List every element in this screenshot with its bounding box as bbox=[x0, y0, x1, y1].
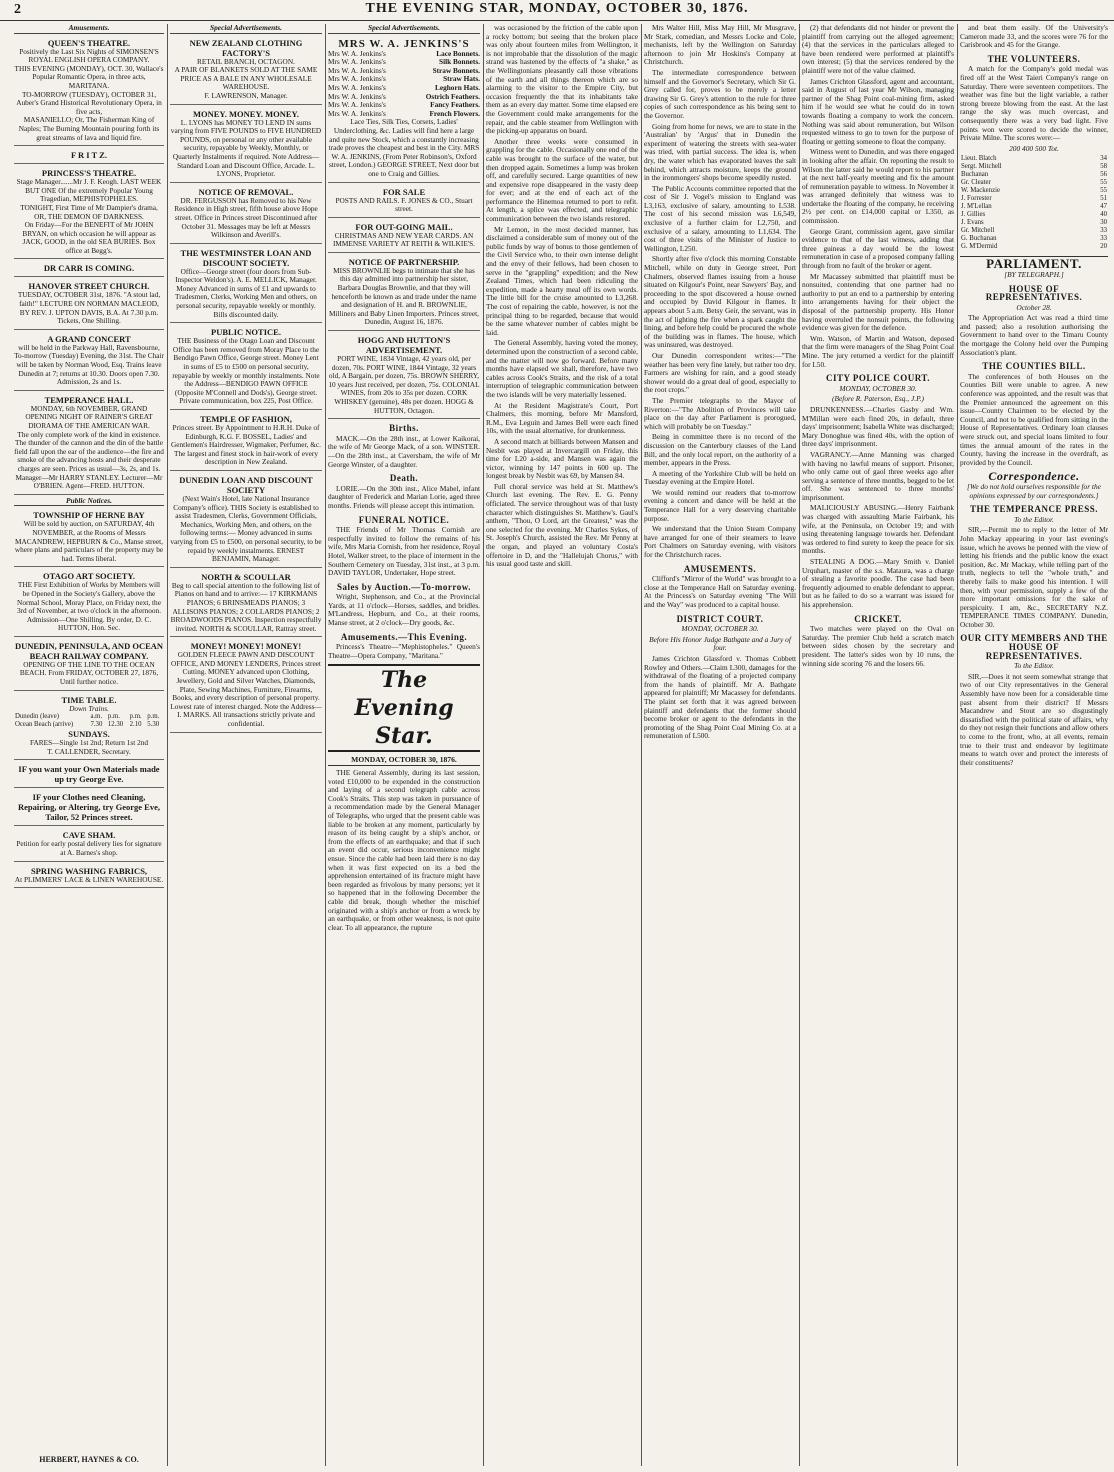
amusement-ad bbox=[14, 332, 164, 391]
special-ad bbox=[170, 36, 322, 105]
timetable-cell: p.m. bbox=[147, 713, 160, 721]
special-ad-title: NOTICE OF PARTNERSHIP. bbox=[348, 256, 460, 267]
cricket-text: Two matches were played on the Oval on Saturday. The premier Club held a scratch match between sides chosen by the secretary and president. The latter's sides won by 10 runs, the winning side scoring 76 and the losers 66. bbox=[802, 624, 954, 668]
district-court-heading: DISTRICT COURT. bbox=[676, 613, 764, 624]
jenkins-title: MRS W. A. JENKINS'S bbox=[338, 37, 470, 50]
column-rule bbox=[799, 24, 800, 1466]
score-row bbox=[960, 203, 1108, 211]
news-paragraph: The Premier telegraphs to the Mayor of Riverton:—"The Abolition of Provinces will take place on the day after Parliament is prorogued, which will probably be on Tuesday." bbox=[644, 395, 796, 431]
police-court-sub: (Before R. Paterson, Esq., J.P.) bbox=[832, 394, 924, 404]
jenkins-items bbox=[328, 50, 480, 119]
score-total: 56 bbox=[1100, 171, 1107, 179]
special-ad bbox=[170, 570, 322, 638]
public-notice-text: THE First Exhibition of Works by Members will be Opened in the Society's Gallery, above the Normal School, Moray Place, on Friday next, the 3rd of November, at two o'clock in the afternoon. Admission—One Shilling. By order, D. C. HUTTON, Hon. Sec. bbox=[16, 580, 162, 633]
special-ad-text: Beg to call special attention to the following list of Pianos on hand and to arrive:— 17 KIRKMANS PIANOS; 6 BRINSMEADS PIANOS; 3 ALLISONS PIANOS; 2 COLLARDS PIANOS; 2 BROADWOODS PIANOS. Inspection respectfully invited. NORTH & SCOULLAR, Rattray street. bbox=[170, 580, 322, 633]
news-paragraph: The General Assembly, having voted the money, determined upon the construction of a second cable, and the matter will now go forward. Before many months have elapsed we shall, therefore, have two cables across Cook's Straits, and the risk of a total interruption of telegraphic communication between the two islands will be very materially lessened. bbox=[486, 338, 638, 399]
score-name: W. Mackenzie bbox=[961, 187, 1001, 195]
amusements-text: Clifford's "Mirror of the World" was brought to a close at the Temperance Hall on Saturday evening. At the Princess's on Saturday evening "The Will and the Way" was produced to a capital house. bbox=[644, 574, 796, 609]
jenkins-item-product: Fancy Feathers. bbox=[430, 100, 480, 110]
temperance-to: To the Editor. bbox=[1014, 514, 1054, 524]
score-row bbox=[960, 179, 1108, 187]
jenkins-item-name: Mrs W. A. Jenkins's bbox=[328, 65, 386, 75]
city-members-to: To the Editor. bbox=[1014, 661, 1054, 671]
special-ad bbox=[328, 333, 480, 419]
column-1 bbox=[14, 24, 164, 1466]
special-ad-text: DR. FERGUSSON has Removed to his New Residence in High street, fifth house above Hope street. Office in Princes street Discontinued after October 31. Messages may be left at Messrs Wilkinson and Averill's. bbox=[174, 195, 318, 240]
special-ad bbox=[170, 246, 322, 324]
score-total: 55 bbox=[1100, 179, 1107, 187]
district-court-text: James Crichton Glassford v. Thomas Cobbett Rowley and Others.—Claim L300, damages for the withdrawal of the floating of a projected company from the hands of plaintiff. Mr A. Bathgate appeared for plaintiff; Mr Macassey for defendants. The plaint set forth that it was agreed between plaintiff and defendants that the former should become broker or agent to the defendants in the promoting of the Shag Point Coal Mining Co. at a remuneration of L500. bbox=[644, 653, 796, 741]
amusement-ad-text: TONIGHT, First Time of Mr Dampier's drama, OR, THE DEMON OF DARKNESS. bbox=[20, 202, 158, 221]
funeral-heading: FUNERAL NOTICE. bbox=[358, 514, 450, 525]
public-notice bbox=[14, 569, 164, 637]
column-4 bbox=[486, 24, 638, 1466]
news-paragraph: Being in committee there is no record of the discussion on the Canterbury clauses of the Land Bill, and the only local report, on the authority of a member, appears in the Press. bbox=[644, 432, 796, 468]
jenkins-item-name: Mrs W. A. Jenkins's bbox=[328, 74, 386, 84]
timetable-cell: 12.30 bbox=[107, 721, 124, 729]
dateline: MONDAY, OCTOBER 30, 1876. bbox=[328, 756, 480, 766]
sales-heading: Sales by Auction.—To-morrow. bbox=[336, 581, 471, 592]
news-paragraph: At the Resident Magistrate's Court, Port Chalmers, this morning, before Mr Mansford, R.M., Eva Leguin and James Bell were each fined 10s, with the usual alternative, for drunkenness. bbox=[486, 400, 638, 436]
special-ad-title: PUBLIC NOTICE. bbox=[211, 327, 281, 338]
amusement-ad-title: DR CARR IS COMING. bbox=[43, 263, 135, 274]
counties-heading: THE COUNTIES BILL. bbox=[982, 361, 1086, 372]
court-paragraph: James Crichton Glassford, agent and accountant, said in August of last year Mr Wilson, managing partner of the Shag Point coal-mining firm, asked him if he would see what he could do in town towards floating a company to work the concern. Nothing was said about remuneration, but Wilson requested witness to go to town for the purpose of floating or getting someone to float the company. bbox=[802, 76, 954, 146]
house-date: October 28. bbox=[1016, 302, 1052, 312]
jenkins-item-name: Mrs W. A. Jenkins's bbox=[328, 91, 386, 101]
score-name: Gr. Mitchell bbox=[961, 227, 995, 235]
evening-star-flag: The Evening Star. bbox=[328, 664, 480, 752]
news-paragraph: Shortly after five o'clock this morning Constable Mitchell, while on duty in George street, Port Chalmers, observed flames issuing from a house situated on Kilgour's Point, near Sawyers' Bay, and proceeding to the spot discovered a house owned and occupied by David Kilgour in flames. It appears about 5 a.m. Betsy Geir, the servant, was in the act of lighting the fire when a spark caught the lining, and before help could be procured the whole of the building was in flames. The house, which was uninsured, was destroyed. bbox=[644, 254, 796, 350]
jenkins-item-product: Leghorn Hats. bbox=[435, 82, 480, 92]
small-ad-text: At PLIMMERS' LACE & LINEN WAREHOUSE. bbox=[14, 874, 164, 884]
score-row bbox=[960, 211, 1108, 219]
small-ad-title: IF you want your Own Materials made up try George Eve. bbox=[18, 764, 160, 785]
public-notice-title: DUNEDIN, PENINSULA, AND OCEAN BEACH RAILWAY COMPANY. bbox=[14, 640, 164, 661]
public-notice-title: TOWNSHIP OF HERNE BAY bbox=[33, 510, 145, 521]
jenkins-item-product: Ostrich Feathers. bbox=[425, 91, 480, 101]
district-court-sub: Before His Honor Judge Bathgate and a Jury of four. bbox=[649, 634, 791, 653]
jenkins-tail: Lace Ties, Silk Ties, Corsets, Ladies' Underclothing, &c. Ladies will find here a large and quite new Stock, which a constantly increasing trade proves the cheapest and best in the City. MRS W. A. JENKINS, (From Peter Robinson's, Oxford street, London.) GEORGE STREET, Next door but one to Craig and Gillies. bbox=[328, 117, 480, 178]
death-heading: Death. bbox=[389, 473, 419, 484]
amusement-ad-text: MONDAY, 6th NOVEMBER, GRAND OPENING NIGHT OF RAINER'S GREAT DIORAMA OF THE AMERICAN WAR. bbox=[25, 403, 153, 430]
column-3 bbox=[328, 24, 480, 1466]
column-rule bbox=[167, 24, 168, 1466]
score-row bbox=[960, 171, 1108, 179]
misc-ads bbox=[14, 762, 164, 888]
news-paragraph: Mrs Walter Hill, Miss May Hill, Mr Musgrave, Mr Stark, comedian, and Messrs Locke and Cole, mechanists, left by the Wellington on Saturday afternoon to join Mr Hoskins's Company at Christchurch. bbox=[644, 24, 796, 67]
timetable-secretary: T. CALLENDER, Secretary. bbox=[47, 746, 131, 756]
births-heading: Births. bbox=[389, 423, 419, 434]
news-paragraph: The Public Accounts committee reported that the cost of Sir J. Vogel's mission to England was L3,163, exclusive of salary, amounting to L538. The cost of his second mission was L6,549, exclusive of a further claim for L2,750, and exclusive of a salary, amounting to L1,634. The cost of three visits of the Minister of Justice to Wellington, L250. bbox=[644, 183, 796, 253]
court-paragraph: Witness went to Dunedin, and was there engaged in looking after the affair. On reporting the result to Wilson the latter said he would report to his partner at the next half-yearly meeting and fix the amount of remuneration payable to witness. In November it was arranged definitely that witness was to undertake the floating of the company, he receiving 2½ per cent. on £14,000 capital or L350, as commission. bbox=[802, 147, 954, 226]
timetable-row bbox=[14, 713, 164, 721]
score-name: J. Forrester bbox=[961, 195, 992, 203]
column-rule bbox=[641, 24, 642, 1466]
page-number: 2 bbox=[14, 2, 22, 17]
public-notices bbox=[14, 508, 164, 690]
house-text: The Appropriation Act was read a third time and passed; also a resolution authorising the Government to hand over to the Timaru County the mortgage the Colony held over the Pumping Association's plant. bbox=[960, 313, 1108, 357]
sales-text: Wright, Stephenson, and Co., at the Provincial Yards, at 11 o'clock—Horses, saddles, and bridles. M'Landress, Hepburn, and Co., at their rooms, Manse street, at 2 o'clock—Dry goods, &c. bbox=[328, 592, 480, 628]
timetable-sundays: SUNDAYS. bbox=[68, 729, 110, 740]
timetable-cell: 5.30 bbox=[147, 721, 160, 729]
special-ad-title: MONEY! MONEY! MONEY! bbox=[190, 641, 302, 652]
police-case: MALICIOUSLY ABUSING.—Henry Fairbank was charged with assaulting Marie Fairbank, his wife, at the Peninsula, on October 19; and with using threatening language towards her. Defendant was ordered to find surety to keep the peace for six months. bbox=[802, 503, 954, 556]
news-paragraph: The intermediate correspondence between himself and the Governor's Secretary, which Sir G. Grey called for, proves to be merely a letter drawing Sir G. Grey's attention to the rule for three copies of such correspondence as his being sent to the Governor. bbox=[644, 67, 796, 120]
score-total: 20 bbox=[1100, 243, 1107, 251]
amusement-ad-title: PRINCESS'S THEATRE. bbox=[41, 168, 137, 179]
timetable-cell: Dunedin (leave) bbox=[15, 713, 59, 721]
special-ad-title: FOR OUT-GOING MAIL. bbox=[355, 221, 453, 232]
news-paragraph: Mr Lemon, in the most decided manner, has disclaimed a considerable sum of money out of the public funds by way of bonus to those gentlemen of the Civil Service who, to their own intense delight and the envy of their fellows, had been chosen to serve in the "grappling" expedition; and the New Zealand Times, which had been ridiculing the expedition, made a hearty meal off its own words. The little bill for the cruise amounted to L3,268. The cost of repairing the cable, however, is not the principal thing to be regarded, because that would be the same whatever number of cables might be laid. bbox=[486, 224, 638, 337]
column-2 bbox=[170, 24, 322, 1466]
public-notice-text: OPENING OF THE LINE TO THE OCEAN BEACH. From FRIDAY, OCTOBER 27, 1876, Until further notice. bbox=[19, 659, 159, 687]
news-paragraph: Full choral service was held at St. Matthew's Church last evening. The Rev. E. G. Penny officiated. The service throughout was of that lusty character which distinguishes St. Matthew's. Gaul's anthem, "Thou, O Lord, art the Greatest," was the one selected for the evening. Mr Charles Sykes, of St. Joseph's Church, assisted the Rev. Mr Penny at the organ, and played an voluntary Costa's offertoire in D, and the "Hallelujah Chorus," with his usual good taste and skill. bbox=[486, 481, 638, 569]
amusement-ad-text: TO-MORROW (TUESDAY), OCTOBER 31, Auber's Grand Historical Revolutionary Opera, in five acts, bbox=[16, 89, 162, 116]
volunteers-text: A match for the Company's gold medal was fired off at the West Taieri Company's range on Saturday. There were seventeen competitors. The weather was fine but the light variable, a rather strong breeze blowing from the east. At the last range the sky was much overcast, and consequently there was a very bad light. Five points won were scored to decide the winner, Private Milne. The scores were:— bbox=[960, 64, 1108, 143]
special-ad-text: A PAIR OF BLANKETS SOLD AT THE SAME PRICE AS A BALE IN ANY WHOLESALE WAREHOUSE. bbox=[174, 65, 318, 92]
special-ad-title: NOTICE OF REMOVAL. bbox=[198, 186, 294, 197]
score-name: J. Gillies bbox=[961, 211, 986, 219]
parliament-heading: PARLIAMENT. bbox=[960, 256, 1108, 269]
timetable-cell: p.m. bbox=[129, 713, 142, 721]
column-6 bbox=[802, 24, 954, 1466]
police-case: STEALING A DOG.—Mary Smith v. Daniel Urquhart, master of the s.s. Mataura, was a charge of stealing a favorite poodle. The case had been frequently adjourned to enable defendant to appear, but as he failed to do so a warrant was issued for his apprehension. bbox=[802, 557, 954, 609]
city-members-heading: OUR CITY MEMBERS AND THE HOUSE OF REPRESENTATIVES. bbox=[960, 633, 1108, 661]
amusement-ad-title: HANOVER STREET CHURCH. bbox=[28, 281, 150, 292]
small-ad-title: CAVE SHAM. bbox=[62, 830, 116, 841]
score-total: 58 bbox=[1100, 163, 1107, 171]
special-ad-title: NEW ZEALAND CLOTHING FACTORY'S bbox=[189, 37, 303, 58]
score-total: 33 bbox=[1100, 235, 1107, 243]
correspondence-heading: Correspondence. bbox=[988, 469, 1080, 484]
temperance-letter: SIR,—Permit me to reply to the letter of Mr John Mackay appearing in your last evening's issue, which he avows he penned with the view of letting his friends and the public know the exact position, &c. Mr Mackay, while telling part of the truth, neglects to tell the "whole truth," and thereby fails to make good his intention. I will then, with your permission, supply a few of the more important omissions for the sake of perspicuity. I am, &c., SECRETARY N.Z. TEMPERANCE TIMES COMPANY. Dunedin, October 30. bbox=[960, 525, 1108, 629]
public-notice-text: Will be sold by auction, on SATURDAY, 4th NOVEMBER, at the Rooms of Messrs MACANDREW, HEPBURN & Co., Manse street, where plans and particulars of the property may be had. Terms liberal. bbox=[14, 519, 164, 563]
amusements-tonight-text: Princess's Theatre—"Mephistopheles." Queen's Theatre—Opera Company, "Maritana." bbox=[328, 642, 480, 660]
small-ad-text: Petition for early postal delivery lies for signature at A. Barnes's shop. bbox=[16, 839, 162, 858]
score-row bbox=[960, 163, 1108, 171]
special-ad bbox=[328, 255, 480, 331]
score-name: G. Buchanan bbox=[961, 235, 997, 243]
score-total: 30 bbox=[1100, 219, 1107, 227]
news-paragraph: Our Dunedin correspondent writes:—"The weather has been very fine lately, but rather too dry. Farmers are wishing for rain, and a good steady shower would do a great deal of good, especially to the root crops." bbox=[644, 350, 796, 395]
score-row bbox=[960, 227, 1108, 235]
jenkins-item-name: Mrs W. A. Jenkins's bbox=[328, 100, 386, 110]
jenkins-item-product: French Flowers. bbox=[429, 108, 480, 118]
public-notice bbox=[14, 639, 164, 691]
amusement-ad bbox=[14, 279, 164, 329]
printer-imprint: HERBERT, HAYNES & CO. bbox=[39, 1455, 139, 1464]
special-ad-title: FOR SALE bbox=[382, 186, 426, 197]
special-ad bbox=[170, 185, 322, 244]
amusement-ad-text: Stage Manager.......Mr J. F. Keogh. LAST WEEK BUT ONE Of the extremely Popular Young Tragedian, MEPHISTOPHELES. bbox=[16, 177, 162, 204]
timetable-title: TIME TABLE. bbox=[61, 694, 117, 705]
public-notices-header: Public Notices. bbox=[14, 497, 164, 507]
special-ad-text: L. LYONS has MONEY TO LEND IN sums varying from FIVE POUNDS to FIVE HUNDRED POUNDS, on personal or any other available security, repayable by Weekly, Monthly, or Quarterly Instalments if required. Note Address—Standard Loan and Discount Office, Arcade. L. LYONS, Proprietor. bbox=[170, 117, 322, 179]
special-ad-text: F. LAWRENSON, Manager. bbox=[204, 90, 288, 100]
special-ads-header: Special Advertisements. bbox=[328, 24, 480, 34]
small-ad bbox=[14, 828, 164, 861]
special-ad-text: PORT WINE, 1834 Vintage, 42 years old, per dozen, 70s. PORT WINE, 1844 Vintage, 32 years old, A Bargain, per dozen, 75s. BROWN SHERRY, 10 years Just received, per dozen, 75s. COLONIAL WINES, from 20s to 35s per dozen. CORK WHISKEY (genuine), 48s per dozen. HOGG & HUTTON, Octagon. bbox=[328, 354, 480, 415]
column-rule bbox=[483, 24, 484, 1466]
amusement-ad-title: QUEEN'S THEATRE. bbox=[47, 37, 131, 48]
score-row bbox=[960, 187, 1108, 195]
column-rule bbox=[325, 24, 326, 1466]
amusements-heading: AMUSEMENTS. bbox=[683, 563, 757, 574]
jenkins-item-name: Mrs W. A. Jenkins's bbox=[328, 57, 386, 67]
amusement-ad-text: The only complete work of the kind in existence. The thunder of the cannon and the din of the battle field fall upon the ear of the audience—the fire and smoke of the advancing hosts and their desperate charges are seen. Prices as usual—3s, 2s, and 1s. Manager—Mr HARRY STANLEY. Lecturer—Mr O'BRIEN. Agent—FRED. HUTTON. bbox=[14, 429, 164, 491]
special-ad bbox=[170, 107, 322, 183]
special-ad-title: NORTH & SCOULLAR bbox=[201, 571, 291, 582]
special-ad-title: TEMPLE OF FASHION, bbox=[200, 414, 292, 424]
police-case: VAGRANCY.—Anne Manning was charged with having no lawful means of support. Prisoner, who only came out of gaol three weeks ago after serving a sentence of three months, begged to be let off. She was sentenced to three months' imprisonment. bbox=[802, 449, 954, 502]
score-total: 47 bbox=[1100, 203, 1107, 211]
jenkins-ad bbox=[328, 36, 480, 183]
score-total: 40 bbox=[1100, 211, 1107, 219]
small-ad bbox=[14, 864, 164, 889]
timetable-row bbox=[14, 721, 164, 729]
score-row bbox=[960, 219, 1108, 227]
parliament-sub: [BY TELEGRAPH.] bbox=[1004, 269, 1064, 279]
cricket-heading: CRICKET. bbox=[854, 613, 902, 624]
special-ad bbox=[170, 473, 322, 568]
score-total: 34 bbox=[1100, 155, 1107, 163]
special-ad-title: THE WESTMINSTER LOAN AND DISCOUNT SOCIETY. bbox=[180, 247, 312, 268]
amusement-ad-text: MASANIELLO; Or, The Fisherman King of Naples; The Burning Mountain pouring forth its great streams of lava and liquid fire. bbox=[18, 115, 160, 142]
timetable-cell: p.m. bbox=[107, 713, 120, 721]
amusement-ad-title: TEMPERANCE HALL. bbox=[44, 394, 134, 405]
police-case: DRUNKENNESS.—Charles Gasby and Wm. M'Millan were each fined 20s, in default, three days' imprisonment; Isabella White was discharged; Mary Donoghue was fined 40s, with the option of three days' imprisonment. bbox=[802, 404, 954, 449]
cricket-continued: and beat them easily. Of the University's Cameron made 33, and the scores were 76 for the Carisbrook and 45 for the Grange. bbox=[960, 24, 1108, 50]
news-paragraph: A meeting of the Yorkshire Club will be held on Tuesday evening at the Empire Hotel. bbox=[644, 468, 796, 487]
timetable-table bbox=[14, 713, 164, 729]
amusement-ad-text: will be held in the Parkway Hall, Ravensbourne, To-morrow (Tuesday) Evening, the 31st. The Chair will be taken by Norman Wood, Esq. Trains leave Dunedin at 7; returns at 10.30. Doors open 7.30. Admission, 2s and 1s. bbox=[14, 342, 164, 387]
amusement-ad bbox=[14, 166, 164, 259]
police-cases bbox=[802, 406, 954, 610]
public-notice bbox=[14, 508, 164, 567]
score-name: J. Evans bbox=[961, 219, 984, 227]
jenkins-item-product: Straw Bonnets. bbox=[432, 65, 480, 75]
amusement-ad-text: Positively the Last Six Nights of SIMONSEN'S ROYAL ENGLISH OPERA COMPANY. bbox=[19, 46, 159, 65]
score-name: Sergt. Mitchell bbox=[961, 163, 1002, 171]
public-notice-title: OTAGO ART SOCIETY. bbox=[43, 571, 135, 582]
timetable-cell: a.m. bbox=[90, 713, 103, 721]
amusement-ad bbox=[14, 36, 164, 147]
special-ad-text: MISS BROWNLIE begs to intimate that she has this day admitted into partnership her sister, Barbara Douglas Brownlie, and that they will henceforth be known as and trade under the name and designation of H. and R. BROWNLIE, Milliners and Baby Linen Importers. Princes street, Dunedin, August 16, 1876. bbox=[329, 265, 479, 327]
special-ad bbox=[170, 412, 322, 471]
police-court-heading: CITY POLICE COURT. bbox=[826, 373, 930, 384]
counties-text: The conferences of both Houses on the Counties Bill were unable to agree. A new conference was appointed, and the result was that the Premier announced the agreement on this issue—County Chairmen to be elected by the Council, and not to be qualified from sitting in the House of Representatives. Ordinary loan clauses were struck out, and special loans limited to four times the annual amount of the rates in the County, having the increase in the overdraft, as provided by the Council. bbox=[960, 371, 1108, 467]
score-total: 33 bbox=[1100, 227, 1107, 235]
special-ad bbox=[170, 639, 322, 732]
temperance-heading: THE TEMPERANCE PRESS. bbox=[969, 504, 1099, 515]
news-paragraphs bbox=[486, 24, 638, 569]
score-row bbox=[960, 243, 1108, 251]
special-ad-text: THE Business of the Otago Loan and Discount Office has been removed from Moray Place to the Bendigo Pawn Office, George street. Money Lent in sums of £5 to £500 on personal security, repayable by weekly or monthly instalments. Note the Address—BENDIGO PAWN OFFICE (Opposite M'Connell and Dods's), George street. Private communication, box 225, Post Office. bbox=[172, 336, 320, 406]
jenkins-item-name: Mrs W. A. Jenkins's bbox=[328, 82, 386, 92]
city-members-letter: SIR,—Does it not seem somewhat strange that two of our City representatives in the General Assembly have now been for a considerable time past absent from their district? If Messrs Macandrew and Stout are so disgustingly dissatisfied with the political state of affairs, why do they not resign their functions and allow others to come to the front, who, at all events, remain true to their trust and endeavor by legitimate means to watch over and protect the interests of their constituents? bbox=[960, 671, 1108, 767]
small-ad-title: IF your Clothes need Cleaning, Repairing, or Altering, try George Eve, Tailor, 52 Princes street. bbox=[18, 792, 160, 823]
score-name: Lieut. Blatch bbox=[961, 155, 997, 163]
court-paragraph: Wm. Watson, of Martin and Watson, deposed that the firm were managers of the Shag Point Coal Mine. The jury returned a verdict for the plaintiff for L50. bbox=[802, 333, 954, 369]
amusement-ads bbox=[14, 36, 164, 495]
score-name: Buchanan bbox=[961, 171, 989, 179]
district-court-date: MONDAY, OCTOBER 30. bbox=[681, 624, 759, 634]
small-ad-title: SPRING WASHING FABRICS, bbox=[30, 865, 148, 876]
timetable-cell: 7.30 bbox=[90, 721, 103, 729]
police-court-date: MONDAY, OCTOBER 30. bbox=[839, 383, 917, 393]
funeral-text: THE Friends of Mr Thomas Cornish are respectfully invited to follow the remains of his wife, Mrs Maria Cornish, from her residence, Royal Hotel, Walker street, to the place of interment in the Southern Cemetery on Tuesday, 31st inst., at 3 p.m. DAVID TAYLOR, Undertaker, Hope street. bbox=[328, 525, 480, 578]
score-row bbox=[960, 235, 1108, 243]
timetable-sub: Down Trains. bbox=[69, 703, 109, 713]
score-name: Gr. Cleater bbox=[961, 179, 991, 187]
correspondence-note: [We do not hold ourselves responsible for the opinions expressed by our correspondents.] bbox=[967, 481, 1101, 500]
special-ad-text: (Next Wain's Hotel, late National Insurance Company's office). THIS Society is established to assist Tradesmen, Clerks, Government Officials, Mechanics, Working Men, and others, on the following terms:— Money advanced in sums varying from £5 to £500, on personal security, to be repaid by weekly instalments. ERNEST BENJAMIN, Manager. bbox=[170, 493, 322, 564]
amusement-ad-text: THIS EVENING (MONDAY), OCT. 30, Wallace's Popular Romantic Opera, in three acts, bbox=[14, 63, 164, 82]
amusement-ad-title: A GRAND CONCERT bbox=[47, 333, 131, 344]
special-ad bbox=[328, 185, 480, 218]
jenkins-item-product: Straw Hats. bbox=[443, 74, 480, 84]
court-continued bbox=[802, 24, 954, 369]
jenkins-item-product: Silk Bonnets. bbox=[439, 57, 480, 67]
timetable-fares: FARES—Single 1st 2nd; Return 1st 2nd bbox=[29, 738, 149, 748]
special-ad-text: POSTS AND RAILS. F. JONES & CO., Stuart street. bbox=[335, 195, 473, 214]
amusement-ad-text: MARITANA. bbox=[68, 80, 110, 90]
volunteers-heading: THE VOLUNTEERS. bbox=[987, 53, 1081, 64]
special-ad-text: Office—George street (four doors from Sub-Inspector Weldon's). A. E. MELLICK, Manager. Money Advanced in sums of £1 and upwards to Tradesmen, Clerks, Working Men and others, on personal security, repayable weekly or monthly. Bills discounted daily. bbox=[175, 266, 317, 319]
jenkins-item-name: Mrs W. A. Jenkins's bbox=[328, 108, 386, 118]
news-paragraph: We understand that the Union Steam Company have arranged for one of their steamers to leave Port Chalmers on Saturday evening, with visitors for the Christchurch races. bbox=[644, 524, 796, 560]
amusement-ad-text: On Friday—For the BENEFIT of Mr JOHN BRYAN, on which occasion he will appear as JACK, GOOD, in the old SEA BURIES. Box office at Begg's. bbox=[22, 220, 156, 255]
court-paragraph: Mr Macassey submitted that plaintiff must be nonsuited, contending that one partner had no authority to put an end to a partnership by entering into arrangements having for their object the disposal of the partnership property. His Honor having overruled the nonsuit points, the following evidence was given for the defence. bbox=[802, 271, 954, 333]
news-paragraph: Going from home for news, we are to state in the 'Australian' by 'Argus' that in Dunedin the experiment of watering the streets with sea-water was tried, with partial success. The idea is, when dry, the water which has evaporated leaves the salt behind, which attracts moisture, keeps the ground in the ironmongers' shops become speedily rusted. bbox=[644, 121, 796, 183]
masthead bbox=[0, 0, 1114, 21]
timetable-cell: Ocean Beach (arrive) bbox=[15, 721, 74, 729]
special-ad bbox=[328, 220, 480, 253]
special-ads bbox=[170, 36, 322, 733]
special-ads-header: Special Advertisements. bbox=[170, 24, 322, 34]
newspaper-title: THE EVENING STAR, MONDAY, OCTOBER 30, 1876. bbox=[365, 1, 749, 16]
amusement-ad bbox=[14, 393, 164, 495]
scores-header: 200 400 500 Tot. bbox=[1009, 143, 1059, 153]
column-5 bbox=[644, 24, 796, 1466]
railway-timetable bbox=[14, 693, 164, 761]
news-paragraph: was occasioned by the friction of the cable upon a rocky bottom; but seeing that the broken place was only about fourteen miles from Wellington, it is not improbable that the dissolution of the magic strand was hastened by the effects of "a shake," as the Wellingtonians pleasantly call those vibrations of the earth and all things thereon which are so alarming to the visitor to the Empire City, but occasion frequently the that its inhabitants take them as an every day matter. Some time elapsed ere the Government could make arrangements for the repair, and the cable steamer from Wellington with the picking-up apparatus on board. bbox=[486, 24, 638, 136]
jenkins-item-name: Mrs W. A. Jenkins's bbox=[328, 48, 386, 58]
news-paragraph: A second match at billiards between Mansen and Nesbit was played at Invercargill on Friday, this time for L20 a-side, and Mansen was again the victor, winning by 147 points in 600 up. The longest break by Nesbit was 69, by Mansen 84. bbox=[486, 436, 638, 481]
amusement-ad bbox=[14, 148, 164, 164]
death-text: LORIE.—On the 30th inst., Alice Mabel, infant daughter of Frederick and Marian Lorie, aged three months. Friends will please accept this intimation. bbox=[328, 483, 480, 510]
special-ad-text: GOLDEN FLEECE PAWN AND DISCOUNT OFFICE, AND MONEY LENDERS, Princes street Cutting. MONEY advanced upon Clothing, Jewellery, Gold and Silver Watches, Diamonds, Plate, Sewing Machines, Furniture, Firearms, Books, and every description of personal property. Lowest rate of interest charged. Note the Address—I. MARKS. All transactions strictly private and confidential. bbox=[170, 650, 322, 729]
amusement-ad-title: F R I T Z. bbox=[71, 150, 107, 161]
births-text: MACK.—On the 28th inst., at Lower Kaikorai, the wife of Mr George Mack, of a son. WINSTER.—On the 28th inst., at Caversham, the wife of Mr George Winster, of a daughter. bbox=[328, 433, 480, 469]
special-ad bbox=[170, 325, 322, 410]
amusements-tonight-heading: Amusements.—This Evening. bbox=[340, 631, 468, 642]
score-row bbox=[960, 155, 1108, 163]
column-7 bbox=[960, 24, 1108, 1466]
special-ad-title: HOGG AND HUTTON'S ADVERTISEMENT. bbox=[357, 335, 451, 356]
special-ad-title: DUNEDIN LOAN AND DISCOUNT SOCIETY bbox=[179, 474, 313, 495]
col3-ads bbox=[328, 185, 480, 420]
house-heading: HOUSE OF REPRESENTATIVES. bbox=[985, 283, 1083, 303]
score-total: 51 bbox=[1100, 195, 1107, 203]
special-ad-text: Princes street. By Appointment to H.R.H. Duke of Edinburgh, K.G. F. BOSSEL, Ladies' and Gentlemen's Hairdresser, Wigmaker, Perfumer, &c. The largest and finest stock in hair-work of every description in New Zealand. bbox=[171, 423, 321, 467]
small-ad bbox=[14, 762, 164, 788]
jenkins-item-product: Lace Bonnets. bbox=[436, 48, 480, 58]
court-paragraph: George Grant, commission agent, gave similar evidence to that of the last witness, adding that three guineas a day would be the lowest remuneration in case of a proposed company falling through from no fault of the broker or agent. bbox=[802, 226, 954, 271]
special-ad-title: MONEY. MONEY. MONEY. bbox=[192, 108, 300, 119]
amusements-header: Amusements. bbox=[14, 24, 164, 34]
score-name: G. M'Dermid bbox=[961, 243, 998, 251]
amusement-ad-text: TUESDAY, OCTOBER 31st, 1876. "A stout lad, faith!" LECTURE ON NORMAN MACLEOD, BY REV. J. UPTON DAVIS, B.A. At 7.30 p.m. Tickets, One Shilling. bbox=[17, 290, 161, 326]
score-name: J. M'Lellan bbox=[961, 203, 992, 211]
special-ad-text: CHRISTMAS AND NEW YEAR CARDS. AN IMMENSE VARIETY AT REITH & WILKIE'S. bbox=[333, 230, 475, 249]
score-total: 55 bbox=[1100, 187, 1107, 195]
news-paragraphs-2 bbox=[644, 24, 796, 560]
news-paragraph: We would remind our readers that to-morrow evening a concert and dance will be held at the Temperance Hall for a very deserving charitable purpose. bbox=[644, 487, 796, 523]
special-ad-text: RETAIL BRANCH, OCTAGON. bbox=[197, 56, 295, 66]
news-paragraph: Another three weeks were consumed in grappling for the cable. Occasionally one end of the cable was brought to the surface of the water, but then dropped again. Sometimes a lump was broken off, and carefully secured. Large quantities of new and expensive rope disappeared in the vasty deep for ever; and at the end of each act of the performance the Hinemoa returned to port to refit. At length, a splice was effected, and telegraphic communication between the two islands restored. bbox=[486, 136, 638, 224]
amusement-ad bbox=[14, 261, 164, 277]
scores-table bbox=[960, 155, 1108, 251]
court-paragraph: (2) that defendants did not hinder or prevent the plaintiff from carrying out the alleged agreement; (4) that the services in the particulars alleged to have been rendered were performed at plaintiff's own interest; (5) that the services rendered by the plaintiff were not of the value claimed. bbox=[802, 24, 954, 75]
score-row bbox=[960, 195, 1108, 203]
timetable-cell: 2.10 bbox=[129, 721, 142, 729]
small-ad bbox=[14, 790, 164, 826]
leader-article: THE General Assembly, during its last session, voted £10,000 to be expended in the construction and laying of a second telegraph cable across Cook's Straits. This step was taken in pursuance of a recommendation made by the General Manager of Telegraphs, who urged that the present cable was liable to be broken at any moment, particularly by reason of its being caught by a ship's anchor, or from the effects of an earthquake; and that if such an event did occur, serious inconvenience might ensue. Since the cable had been laid there is no day when it was first expected on its a bed the apprehension entertained of its fracture might have been regarded as frivolous by many persons; yet it so happened that in the following December the cable did break, though whether the mischief originated with a ship's anchor or from a wreck by an earthquake, or from other weakness, is not quite clear. To all appearance, the rupture bbox=[328, 768, 480, 932]
column-rule bbox=[957, 24, 958, 1466]
